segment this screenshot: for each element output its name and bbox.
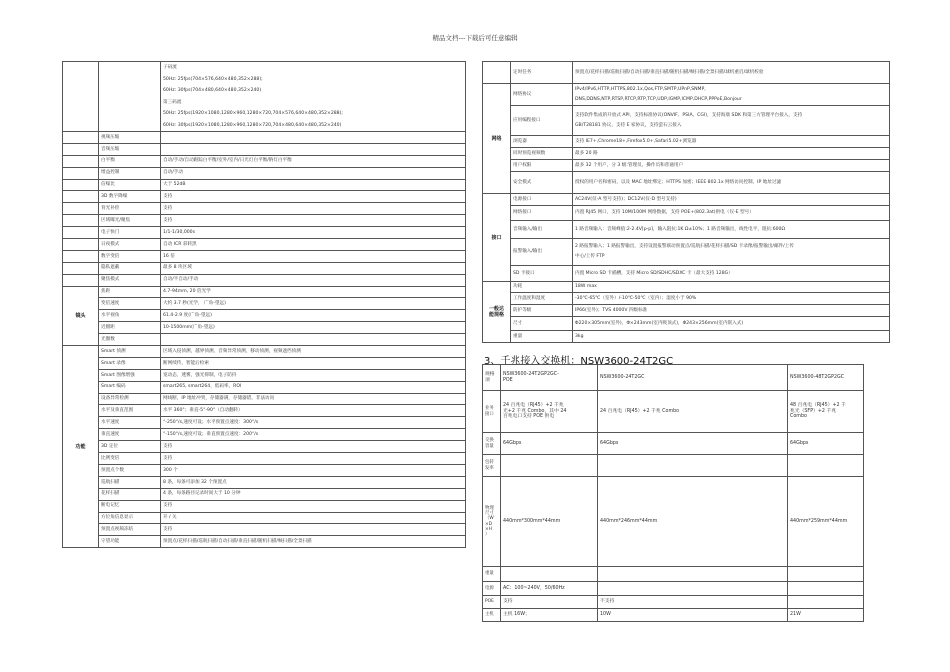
spec-name-cell: 垂直速度: [99, 429, 161, 441]
group-cell: [63, 167, 99, 179]
spec-value-cell: 10-1500mm(广角-望远): [161, 322, 466, 334]
group-cell: [483, 62, 511, 84]
spec-row: [483, 293, 890, 305]
switch-value-cell: [501, 455, 598, 477]
switch-row: [483, 477, 864, 567]
switch-section-title: 3、千兆接入交换机：NSW3600-24T2GC: [484, 356, 674, 367]
spec-value-cell: 300 个: [161, 464, 466, 476]
spec-row: [483, 206, 890, 221]
spec-name-cell: 预置点个数: [99, 464, 161, 476]
spec-value-cell: 区域入侵侦测，越界侦测，音频异常侦测，移动侦测，视频遮挡侦测: [161, 346, 466, 358]
spec-value-cell: 1 路音频输入：音频峰值:2-2.4V[p-p]，输入阻抗:1K Ω±10%；1 路音频输出，线性电平，阻抗:600Ω: [573, 221, 890, 239]
spec-name-cell: Smart 侦测: [99, 346, 161, 358]
spec-row: [63, 417, 466, 429]
spec-row: [63, 143, 466, 155]
spec-name-cell: 尺寸: [511, 317, 573, 331]
spec-value-cell: 预置点/花样扫描/巡航扫描/自动扫描/垂直扫描/随机扫描/帧扫描/全景扫描: [161, 536, 466, 548]
spec-value-cell: 大约 3.7 秒(光学， 广角-望远): [161, 298, 466, 310]
spec-row: [63, 512, 466, 524]
spec-row: [483, 106, 890, 136]
stream-line: 子码流: [163, 65, 177, 70]
stream-line: 50Hz: 25fps(704×576,640×480,352×288);: [163, 76, 263, 82]
switch-label-cell: 主机: [483, 609, 501, 622]
spec-value-cell: 开 / 关: [161, 512, 466, 524]
switch-label-cell: POE: [483, 596, 501, 609]
spec-name-cell: 功耗: [511, 282, 573, 293]
spec-value-cell: [161, 132, 466, 144]
spec-value-cell: -30℃-65℃（室外）/-10℃-50℃（室内）；湿度小于 90%: [573, 293, 890, 305]
switch-value-cell: [788, 455, 864, 477]
spec-value-cell: 授权的用户名和密码，以及 MAC 地址绑定；HTTPS 加密；IEEE 802.1x 网络访问控制、IP 地址过滤: [573, 172, 890, 194]
spec-name-cell: 定时任务: [511, 62, 573, 84]
spec-row: [483, 305, 890, 317]
spec-name-cell: 视频压缩: [99, 132, 161, 144]
group-cell: [63, 179, 99, 191]
spec-value-cell: 4 条，每条路径记录时间大于 10 分钟: [161, 488, 466, 500]
spec-row: [63, 179, 466, 191]
spec-value-cell: 预置点/花样扫描/巡航扫描/自动扫描/垂直扫描/随机扫描/帧扫描/全景扫描/球机重启/球机校验: [573, 62, 890, 84]
spec-name-cell: 断电记忆: [99, 500, 161, 512]
switch-row: [483, 455, 864, 477]
spec-value-cell: 8 条，每条可添加 32 个预置点: [161, 476, 466, 488]
spec-row: [63, 334, 466, 346]
spec-name-cell: 网络协议: [511, 84, 573, 106]
spec-name-cell: 聚焦模式: [99, 274, 161, 286]
spec-name-cell: 电源接口: [511, 194, 573, 206]
spec-name-cell: 安全模式: [511, 172, 573, 194]
spec-row: [483, 136, 890, 148]
switch-value-cell: 64Gbps: [788, 433, 864, 455]
switch-value-cell: [788, 567, 864, 582]
spec-value-cell: 最多 20 路: [573, 148, 890, 160]
group-cell: [63, 239, 99, 251]
switch-value-cell: [598, 455, 788, 477]
spec-value-cell: 宽动态，透雾，强光抑制，电子防抖: [161, 369, 466, 381]
spec-value-cell: 自动/半自动/手动: [161, 274, 466, 286]
spec-name-cell: 比例变倍: [99, 453, 161, 465]
spec-value-cell: 内置 Micro SD 卡插槽，支持 Micro SD/SDHC/SDXC 卡（最大支持 128G）: [573, 266, 890, 282]
switch-value-cell: 10W: [598, 609, 788, 622]
switch-row: [483, 391, 864, 433]
spec-name-cell: Smart 编码: [99, 381, 161, 393]
switch-label-cell: 包转 发率: [483, 455, 501, 477]
spec-value-cell: 断网续传，智能后检索: [161, 357, 466, 369]
stream-line: 60Hz: 30fps(1920×1080,1280×960,1280×720,704×480,640×480,352×240): [163, 122, 342, 128]
spec-name-cell: 重量: [511, 331, 573, 343]
spec-row: [63, 167, 466, 179]
spec-value-cell: 支持: [161, 215, 466, 227]
stream-line: 50Hz: 25fps(1920×1080,1280×960,1280×720,704×576,640×480,352×288);: [163, 111, 343, 116]
spec-row: [63, 357, 466, 369]
spec-value-cell: 16 倍: [161, 250, 466, 262]
spec-value-cell: IP66(室外)；TVS 4000V 四级标准: [573, 305, 890, 317]
group-cell: 网络: [483, 84, 511, 194]
spec-value-cell: 自动/手动/自动跟踪白平衡/室外/室内/日光灯白平衡/钠灯白平衡: [161, 155, 466, 167]
spec-row: [63, 464, 466, 476]
switch-value-cell: 支持: [501, 596, 598, 609]
spec-row: [483, 62, 890, 84]
spec-row: [483, 160, 890, 172]
spec-value-cell: [161, 334, 466, 346]
spec-row: [63, 262, 466, 274]
spec-value-cell: 支持: [161, 500, 466, 512]
switch-value-cell: [501, 567, 598, 582]
spec-name-cell: 增益控制: [99, 167, 161, 179]
spec-row: [63, 274, 466, 286]
switch-spec-table: [482, 364, 864, 622]
group-cell: 一般达 能规格: [483, 282, 511, 343]
stream-line: 第三码流: [163, 99, 182, 105]
group-cell: 接口: [483, 194, 511, 282]
spec-name-cell: 用户权限: [511, 160, 573, 172]
switch-row: [483, 567, 864, 582]
spec-row: [63, 155, 466, 167]
spec-value-cell: 支持: [161, 453, 466, 465]
switch-value-cell: [598, 567, 788, 582]
spec-name-cell: 巡航扫描: [99, 476, 161, 488]
spec-value-cell: 支持: [161, 203, 466, 215]
spec-value-cell: IPv4/IPv6,HTTP,HTTPS,802.1x,Qos,FTP,SMTP,UPnP,SNMP, DNS,DDNS,NTP,RTSP,RTCP,RTP,TCP,UDP,IGMP,ICMP,DHCP,PPPoE,Bonjour: [573, 84, 890, 106]
switch-value-cell: 24 百兆电（RJ45）+2 千兆 Combo: [598, 391, 788, 433]
switch-value-cell: 64Gbps: [501, 433, 598, 455]
switch-value-cell: 440mm*300mm*44mm: [501, 477, 598, 567]
switch-value-cell: 不支持: [598, 596, 788, 609]
spec-name-cell: 音频输入/输出: [511, 221, 573, 239]
spec-value-cell: 支持: [161, 524, 466, 536]
spec-value-cell: AC24V(仅-A 型号支持)；DC12V(仅-D 型号支持): [573, 194, 890, 206]
spec-name-cell: 水平速度: [99, 417, 161, 429]
spec-row: [63, 286, 466, 298]
spec-name-cell: 电子快门: [99, 227, 161, 239]
spec-row: [63, 369, 466, 381]
group-cell: [63, 191, 99, 203]
spec-row: [63, 227, 466, 239]
spec-row: [63, 393, 466, 405]
spec-row: [63, 215, 466, 227]
spec-name-cell: 设备异常检测: [99, 393, 161, 405]
spec-name-cell: Smart 图像增强: [99, 369, 161, 381]
spec-name-cell: 音频压缩: [99, 143, 161, 155]
spec-row: [63, 524, 466, 536]
switch-header-row: [483, 365, 864, 391]
document-header: 精品文档---下载后可任意编辑: [432, 34, 518, 42]
camera-spec-table: [62, 61, 466, 548]
switch-value-cell: [598, 582, 788, 596]
spec-name-cell: 防护等级: [511, 305, 573, 317]
spec-row: [63, 405, 466, 417]
spec-value-cell: 内置 RJ45 网口，支持 10M/100M 网络数据，支持 POE+(802.3at)供电（仅-E 型号）: [573, 206, 890, 221]
group-cell: [63, 250, 99, 262]
spec-row: [483, 84, 890, 106]
spec-row: [483, 317, 890, 331]
group-cell: [63, 262, 99, 274]
stream-line: 60Hz: 30fps(704×480,640×480,352×240): [163, 88, 262, 93]
spec-row: [63, 132, 466, 144]
spec-name-cell: 近摄距: [99, 322, 161, 334]
group-cell: 镜头: [63, 286, 99, 345]
spec-row: [483, 194, 890, 206]
switch-header-cell: 规格项: [483, 365, 501, 391]
spec-row: [63, 239, 466, 251]
spec-name-cell: SD 卡接口: [511, 266, 573, 282]
spec-name-cell: [99, 62, 161, 132]
spec-name-cell: 工作温度和湿度: [511, 293, 573, 305]
spec-value-cell: 18W max: [573, 282, 890, 293]
switch-value-cell: 64Gbps: [598, 433, 788, 455]
switch-value-cell: 21W: [788, 609, 864, 622]
switch-value-cell: 主机 16W；: [501, 609, 598, 622]
spec-row: [63, 346, 466, 358]
switch-label-cell: 电源: [483, 582, 501, 596]
spec-name-cell: 守望功能: [99, 536, 161, 548]
spec-value-cell: 支持 IE7+,Chrome18+,Firefox5.0+,Safari5.02+浏览器: [573, 136, 890, 148]
switch-row: [483, 433, 864, 455]
spec-row: [63, 476, 466, 488]
spec-row: [63, 310, 466, 322]
spec-name-cell: 背光补偿: [99, 203, 161, 215]
spec-name-cell: 区域曝光/聚焦: [99, 215, 161, 227]
spec-row: [63, 203, 466, 215]
switch-value-cell: 48 百兆电（RJ45）+2 千 兆光（SFP）+2 千兆 Combo: [788, 391, 864, 433]
switch-header-cell: NSW3600-24T2GP2GC- POE: [501, 365, 598, 391]
spec-name-cell: 水平视角: [99, 310, 161, 322]
spec-name-cell: 预置点视频冻结: [99, 524, 161, 536]
spec-row: [63, 191, 466, 203]
spec-name-cell: 方位角信息显示: [99, 512, 161, 524]
spec-value-cell: 支持软件集成的开放式 API，支持标准协议(ONVIF、PSIA、CGI)，支持海康 SDK 和第三方管理平台接入，支持 GB/T28181 协议，支持 E 家协议，支持萤石云接入: [573, 106, 890, 136]
spec-row: [483, 266, 890, 282]
spec-row: [483, 331, 890, 343]
group-cell: [63, 155, 99, 167]
group-cell: [63, 203, 99, 215]
switch-header-cell: NSW3600-48T2GP2GC: [788, 365, 864, 391]
switch-value-cell: [788, 582, 864, 596]
spec-row: [63, 536, 466, 548]
spec-name-cell: 焦距: [99, 286, 161, 298]
spec-row: [483, 221, 890, 239]
spec-value-cell: smart265, smart264，低码率，ROI: [161, 381, 466, 393]
spec-value-cell: 水平 360°；垂直-5°-90°（自动翻转）: [161, 405, 466, 417]
group-cell: [63, 62, 99, 132]
spec-row: [63, 488, 466, 500]
spec-row: [483, 239, 890, 266]
spec-row: [63, 441, 466, 453]
spec-value-cell: 支持: [161, 441, 466, 453]
spec-value-cell: 大于 52dB: [161, 179, 466, 191]
spec-value-cell: [161, 143, 466, 155]
spec-value-cell: 自动 ICR 彩转黑: [161, 239, 466, 251]
switch-row: [483, 596, 864, 609]
spec-name-cell: 花样扫描: [99, 488, 161, 500]
switch-row: [483, 582, 864, 596]
spec-row: [483, 172, 890, 194]
spec-name-cell: 应用编程接口: [511, 106, 573, 136]
spec-value-cell: 最多 8 块区域: [161, 262, 466, 274]
spec-name-cell: 水平及垂直范围: [99, 405, 161, 417]
spec-row: [63, 453, 466, 465]
spec-row: [483, 282, 890, 293]
spec-name-cell: 浏览器: [511, 136, 573, 148]
switch-header-cell: NSW3600-24T2GC: [598, 365, 788, 391]
spec-row: [63, 500, 466, 512]
group-cell: [63, 215, 99, 227]
spec-value-cell: 1/1-1/30,000s: [161, 227, 466, 239]
spec-value-cell: 网线断，IP 地址冲突，存储器满，存储器错，非法访问: [161, 393, 466, 405]
spec-value-cell: 支持: [161, 191, 466, 203]
spec-value-cell: 2 路报警输入；1 路报警输出，支持设置报警联动预置点/巡航扫描/花样扫描/SD 卡录像/报警输出/邮件/上传 中心/上传 FTP: [573, 239, 890, 266]
spec-row: [63, 381, 466, 393]
switch-value-cell: [788, 596, 864, 609]
spec-row: [63, 298, 466, 310]
switch-value-cell: 440mm*259mm*44mm: [788, 477, 864, 567]
spec-name-cell: 同时预览视频数: [511, 148, 573, 160]
spec-name-cell: 变倍速度: [99, 298, 161, 310]
group-cell: [63, 143, 99, 155]
switch-label-cell: 重量: [483, 567, 501, 582]
switch-label-cell: 物理 尺寸 （W ×D ×H ）: [483, 477, 501, 567]
spec-name-cell: 日夜模式: [99, 239, 161, 251]
spec-name-cell: Smart 录像: [99, 357, 161, 369]
switch-label-cell: 交换 容量: [483, 433, 501, 455]
switch-value-cell: 24 百兆电（RJ45）+2 千兆 光+2 千兆 Combo，其中 24 百兆电口支持 POE 供电: [501, 391, 598, 433]
spec-value-cell: 最多 32 个用户，分 3 级:管理员、操作员和普通用户: [573, 160, 890, 172]
spec-value-cell: °-150°/s,速度可设；垂直预置点速度：200°/s: [161, 429, 466, 441]
spec-row: [63, 250, 466, 262]
spec-name-cell: 信噪比: [99, 179, 161, 191]
spec-name-cell: 隐私遮蔽: [99, 262, 161, 274]
spec-value-cell: °-250°/s,速度可设；水平预置点速度：300°/s: [161, 417, 466, 429]
spec-value-cell: 自动/手动: [161, 167, 466, 179]
switch-value-cell: AC：100~240V，50/60Hz: [501, 582, 598, 596]
spec-value-cell: Φ220×305mm(室外)，Φ×243mm(室内吸顶式)，Φ243×256mm(室内嵌入式): [573, 317, 890, 331]
switch-row: [483, 609, 864, 622]
group-cell: 功能: [63, 346, 99, 548]
spec-name-cell: 3D 定位: [99, 441, 161, 453]
switch-label-cell: 业务 接口: [483, 391, 501, 433]
group-cell: [63, 274, 99, 286]
intro-stream-cell: [161, 62, 466, 132]
spec-value-cell: 3kg: [573, 331, 890, 343]
group-cell: [63, 227, 99, 239]
spec-row: [63, 429, 466, 441]
spec-name-cell: 白平衡: [99, 155, 161, 167]
spec-name-cell: 光圈数: [99, 334, 161, 346]
spec-value-cell: 4.7-94mm, 20 倍光学: [161, 286, 466, 298]
group-cell: [63, 132, 99, 144]
network-spec-table: [482, 61, 890, 343]
spec-name-cell: 网络接口: [511, 206, 573, 221]
spec-name-cell: 报警输入/输出: [511, 239, 573, 266]
intro-row: [63, 62, 466, 132]
spec-name-cell: 3D 数字降噪: [99, 191, 161, 203]
spec-value-cell: 61.4-2.9 度(广角-望远): [161, 310, 466, 322]
switch-value-cell: 440mm*246mm*44mm: [598, 477, 788, 567]
spec-row: [483, 148, 890, 160]
spec-name-cell: 数字变倍: [99, 250, 161, 262]
spec-row: [63, 322, 466, 334]
